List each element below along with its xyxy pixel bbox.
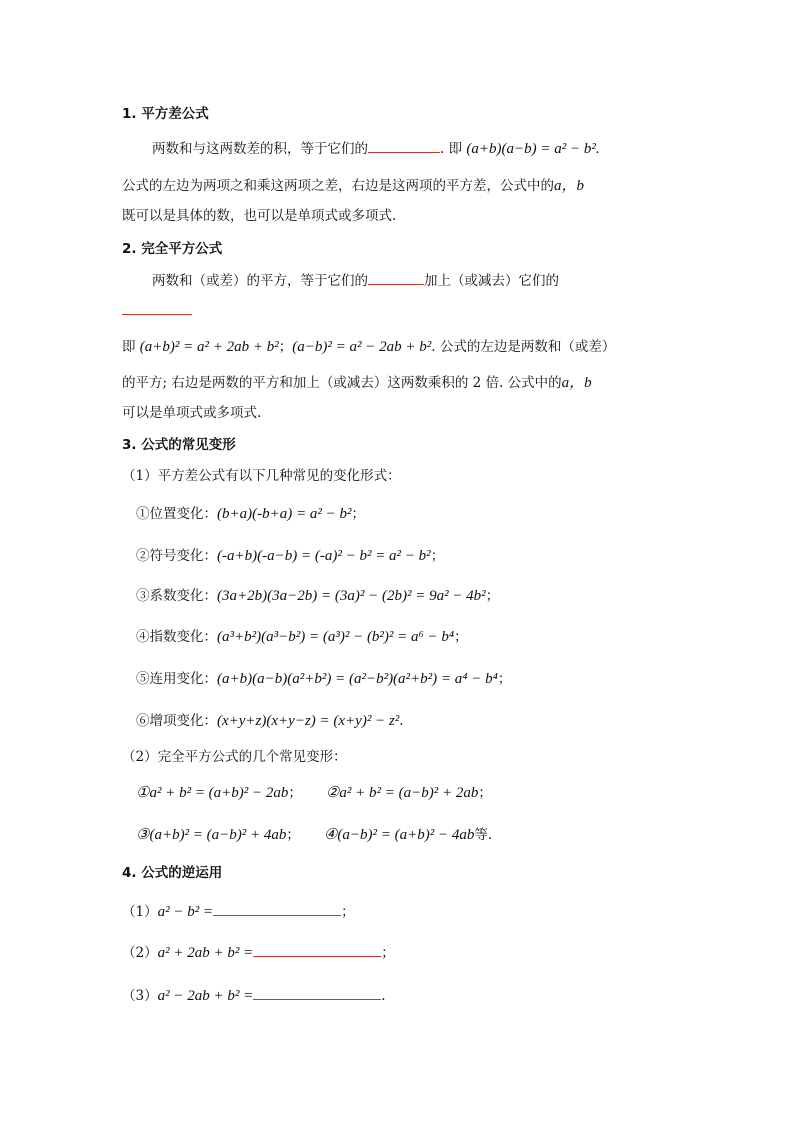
variation-item-6 — [136, 712, 404, 730]
separator: ； — [278, 339, 293, 355]
variation-end: . — [399, 713, 404, 729]
square-variant-1: ①a² + b² = (a+b)² − 2ab — [136, 785, 289, 801]
square-variant-2: ②a² + b² = (a−b)² + 2ab — [325, 785, 479, 801]
note-vars: a，b — [554, 178, 585, 194]
note-text: 公式的左边为两项之和乘这两项之差，右边是这两项的平方差，公式中的 — [122, 178, 554, 194]
note-text: 的平方; 右边是两数的平方和加上（或减去）这两数乘积的 2 倍. 公式中的 — [122, 375, 562, 391]
formula-tail: . 公式的左边是两数和（或差） — [431, 339, 616, 355]
definition-text: 两数和（或差）的平方，等于它们的 — [152, 273, 368, 289]
variation-end: ； — [454, 629, 468, 645]
section-3-sub-1: （1）平方差公式有以下几种常见的变化形式： — [122, 468, 401, 484]
variation-formula: (-a+b)(-a−b) = (-a)² − b² = a² − b² — [217, 548, 431, 564]
variation-item-5 — [136, 670, 511, 688]
variation-label: ③系数变化： — [136, 588, 217, 604]
question-end: ； — [381, 945, 395, 961]
definition-tail: . 即 — [440, 141, 463, 157]
answer-blank[interactable] — [213, 901, 341, 916]
variation-label: ⑥增项变化： — [136, 713, 217, 729]
section-1-title: 1. 平方差公式 — [122, 106, 209, 122]
question-end: . — [381, 988, 386, 1004]
square-variants-row-2 — [136, 826, 492, 844]
reverse-question-2 — [122, 942, 395, 962]
difference-of-squares-formula: (a+b)(a−b) = a² − b². — [466, 141, 600, 157]
variation-label: ④指数变化： — [136, 629, 217, 645]
square-variant-3: ③(a+b)² = (a−b)² + 4ab — [136, 827, 287, 843]
answer-blank[interactable] — [253, 942, 381, 957]
variation-formula: (a+b)(a−b)(a²+b²) = (a²−b²)(a²+b²) = a⁴ − b⁴ — [217, 671, 498, 687]
variant-end: ； — [478, 785, 492, 801]
reverse-question-1 — [122, 901, 355, 921]
section-3-sub-2: （2）完全平方公式的几个常见变形： — [122, 749, 347, 765]
variation-end: ； — [430, 548, 445, 564]
section-2-note-2: 可以是单项式或多项式. — [122, 405, 262, 421]
section-2-formulas — [122, 338, 615, 356]
definition-text-2: 加上（或减去）它们的 — [424, 273, 559, 289]
section-1-note — [122, 177, 584, 195]
reverse-question-3 — [122, 985, 386, 1005]
note-vars: a，b — [561, 375, 592, 391]
question-number: （2） — [122, 945, 158, 961]
fill-blank[interactable] — [368, 270, 424, 285]
variation-item-3 — [136, 587, 499, 605]
square-variants-row-1 — [136, 784, 492, 802]
square-of-difference-formula: (a−b)² = a² − 2ab + b² — [292, 339, 432, 355]
question-formula: a² − b² = — [157, 904, 214, 920]
section-2-definition — [152, 270, 559, 290]
question-number: （3） — [122, 988, 158, 1004]
question-number: （1） — [122, 904, 158, 920]
variation-item-1 — [136, 505, 365, 523]
section-1-note-2: 既可以是具体的数，也可以是单项式或多项式. — [122, 208, 397, 224]
variant-end: 等. — [474, 827, 493, 843]
variation-label: ①位置变化： — [136, 506, 217, 522]
section-2-blank-line — [122, 300, 192, 320]
variation-label: ⑤连用变化： — [136, 671, 217, 687]
section-4-title: 4. 公式的逆运用 — [122, 865, 223, 881]
fill-blank[interactable] — [122, 300, 192, 315]
variation-formula: (b+a)(-b+a) = a² − b² — [217, 506, 352, 522]
square-of-sum-formula: (a+b)² = a² + 2ab + b² — [139, 339, 279, 355]
question-end: ； — [341, 904, 355, 920]
variation-item-4 — [136, 628, 468, 646]
section-2-note — [122, 374, 592, 392]
section-2-title: 2. 完全平方公式 — [122, 241, 223, 257]
question-formula: a² − 2ab + b² = — [157, 988, 254, 1004]
square-variant-4: ④(a−b)² = (a+b)² − 4ab — [323, 827, 475, 843]
answer-blank[interactable] — [253, 985, 381, 1000]
variation-formula: (x+y+z)(x+y−z) = (x+y)² − z² — [217, 713, 400, 729]
fill-blank[interactable] — [368, 138, 440, 153]
variation-end: ； — [497, 671, 512, 687]
variation-end: ； — [485, 588, 500, 604]
section-3-title: 3. 公式的常见变形 — [122, 437, 236, 453]
variation-formula: (a³+b²)(a³−b²) = (a³)² − (b²)² = a⁶ − b⁴ — [217, 629, 455, 645]
formula-lead: 即 — [122, 339, 136, 355]
variation-label: ②符号变化： — [136, 548, 217, 564]
definition-text: 两数和与这两数差的积，等于它们的 — [152, 141, 368, 157]
section-1-definition — [152, 138, 600, 158]
variation-item-2 — [136, 547, 444, 565]
variant-end: ； — [286, 827, 300, 843]
question-formula: a² + 2ab + b² = — [157, 945, 254, 961]
variation-end: ； — [351, 506, 365, 522]
variation-formula: (3a+2b)(3a−2b) = (3a)² − (2b)² = 9a² − 4b² — [217, 588, 486, 604]
variant-end: ； — [288, 785, 302, 801]
